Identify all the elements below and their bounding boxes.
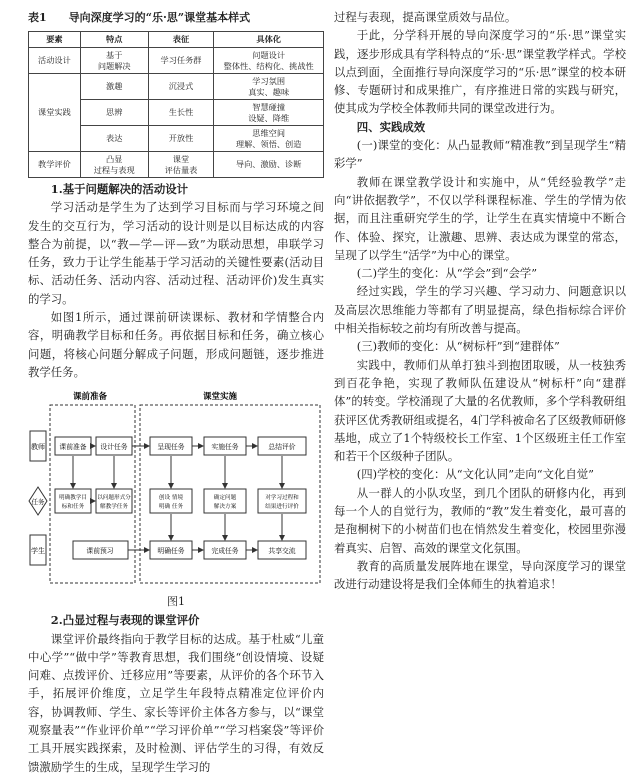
role-student: 学生 (31, 547, 45, 556)
table-row (29, 152, 324, 178)
table-cell: 课堂 评估量表 (148, 152, 214, 178)
table-cell: 问题设计 整体性、结构化、挑战性 (214, 48, 324, 74)
table-row (29, 48, 324, 74)
flow-step: 以问题形式分 (97, 495, 131, 502)
table-1 (28, 31, 324, 178)
table-cell: 基于 问题解决 (80, 48, 148, 74)
flow-step: 创设 情境 (158, 495, 184, 502)
table-cell: 教学评价 (29, 152, 81, 178)
role-teacher: 教师 (31, 443, 45, 452)
flow-step: 呈现任务 (157, 443, 185, 452)
flow-step: 完成任务 (211, 547, 239, 556)
subheading: (三)教师的变化：从“树标杆”到“建群体” (356, 339, 560, 354)
flow-step: 设计任务 (100, 443, 128, 452)
table-caption (28, 9, 324, 25)
table-header: 特点 (80, 32, 148, 48)
flow-step: 明确教学目 (59, 495, 87, 502)
table-cell: 激趣 (80, 74, 148, 100)
svg-text:解教学任务: 解教学任务 (100, 504, 128, 511)
table-cell: 思维空间 理解、领悟、创造 (214, 126, 324, 152)
table-cell: 课堂实践 (29, 74, 81, 152)
table-header-row (29, 32, 324, 48)
phase-label-prep: 课前准备 (72, 392, 108, 403)
paragraph: 过程与表现，提高课堂质效与品位。 (334, 10, 517, 24)
student-row (73, 514, 306, 559)
flow-step: 课前准备 (59, 443, 87, 452)
table-cell: 学习任务群 (148, 48, 214, 74)
table-title: 导向深度学习的“乐·思”课堂基本样式 (68, 11, 251, 24)
section-1-heading: 1.基于问题解决的活动设计 (50, 182, 188, 196)
table-cell: 生长性 (148, 100, 214, 126)
paragraph: 教师在课堂教学设计和实施中，从“凭经验教学”走向“讲依据教学”，不仅以学科课程标准、学生的学情为依据，而且注重研究学生的学，让学生在真实情境中不断合作、体验、探究，让激趣、思辨、表达成为课堂的常态，呈现了以学生“活学”为中心的课堂。 (334, 174, 626, 262)
paragraph: 教育的高质量发展阵地在课堂，导向深度学习的课堂改进行动建设将是我们全体师生的执着追求！ (334, 558, 626, 592)
flow-step: 总结评价 (268, 443, 296, 452)
paragraph: 经过实践，学生的学习兴趣、学习动力、问题意识以及高层次思维能力等都有了明显提高，绿色指标综合评价中相关指标较之前均有所改善与提高。 (334, 284, 626, 336)
table-header: 具体化 (214, 32, 324, 48)
paragraph: 如图1所示，通过课前研读课标、教材和学情整合内容，明确教学目标和任务。再依据目标和任务，确立核心问题，将核心问题分解成子问题，形成问题链，逐步推进教学任务。 (28, 310, 324, 379)
table-cell: 思辨 (80, 100, 148, 126)
table-cell: 凸显 过程与表现 (80, 152, 148, 178)
figure-1 (28, 385, 324, 587)
subheading: (四)学校的变化：从“文化认同”走向“文化自觉” (356, 467, 595, 482)
table-header: 表征 (148, 32, 214, 48)
flow-step: 对学习过程和 (265, 495, 299, 502)
table-number: 表1 (28, 11, 47, 24)
svg-text:解决方案: 解决方案 (213, 504, 237, 511)
table-cell: 导向、激励、诊断 (214, 152, 324, 178)
paragraph: 实践中，教师们从单打独斗到抱团取暖，从一枝独秀到百花争艳，实现了教师队伍建设从“树标杆”向“建群体”的转变。学校涌现了大量的名优教师，多个学科教研组获评区优秀教研组或提名，4门学科被命名了区级教师研修基地，成立了1个特级校长工作室、1个区级班主任工作室和若干个区级种子团队。 (334, 357, 627, 464)
task-row (55, 456, 306, 513)
table-cell: 活动设计 (29, 48, 81, 74)
svg-text:明确 任务: 明确 任务 (158, 504, 184, 511)
table-header: 要素 (29, 32, 81, 48)
paragraph: 学习活动是学生为了达到学习目标而与学习环境之间发生的交互行为，学习活动的设计则是以目标达成的内容整合为前提，以“教—学—评—致”为联动思想，串联学习任务，致力于让学生能基于学习活动的关键性要素(活动目标、活动任务、活动内容、活动过程、活动评价)发生真实的学习。 (28, 200, 324, 306)
svg-text:结果进行评价: 结果进行评价 (265, 504, 299, 511)
flow-step: 共享交流 (268, 547, 296, 556)
section-2-heading: 2.凸显过程与表现的课堂评价 (50, 613, 200, 628)
paragraph: 课堂评价最终指向于教学目标的达成。基于杜威“儿童中心学”“做中学”等教育思想，我们围绕“创设情境、设疑问难、点拨评价、迁移应用”等要素，从评价的各个环节入手，拓展评价维度，立足学生年段特点精准定位评价内容，协调教师、学生、家长等评价主体各方参与，以“课堂观察量表”“作业评价单”“学习评价单”“学习档案袋”等评价工具开展实践探索，及时检测、评估学生的习得，有效反馈激励学生的生成，呈现学生学习的 (28, 631, 324, 774)
flow-step: 课前预习 (86, 547, 114, 556)
right-column (334, 8, 626, 594)
table-row (29, 74, 324, 100)
svg-text:标和任务: 标和任务 (61, 504, 85, 511)
subheading: (一)课堂的变化：从凸显教师“精准教”到呈现学生“精彩学” (334, 138, 626, 171)
teacher-row (55, 437, 306, 455)
role-task: 任务 (31, 498, 45, 507)
subheading: (二)学生的变化：从“学会”到“会学” (356, 266, 538, 281)
phase-label-class: 课堂实施 (202, 392, 238, 403)
table-cell: 沉浸式 (148, 74, 214, 100)
paragraph: 从一群人的小队攻坚，到几个团队的研修内化，再到每一个人的自觉行为，教师的“教”发生着变化，最可喜的是孢桐树下的小树苗们也在悄然发生着变化，校园里弥漫着真实、启智、高效的课堂文化氛围。 (334, 485, 626, 555)
table-cell: 学习氛围 真实、趣味 (214, 74, 324, 100)
paragraph: 于此，分学科开展的导向深度学习的“乐·思”课堂实践，逐步形成具有学科特点的“乐·思”课堂教学样式。学校以点到面，全面推行导向深度学习的“乐·思”课堂的校本研修、专题研讨和成果推广，有序推进日常的实践与研究，使其成为学校全体教师共同的课堂改进行为。 (334, 28, 626, 116)
left-column (28, 8, 324, 776)
figure-caption: 图1 (167, 595, 185, 609)
table-body (29, 48, 324, 178)
section-4-heading: 四、实践成效 (356, 119, 426, 134)
table-cell: 表达 (80, 126, 148, 152)
table-cell: 开放性 (148, 126, 214, 152)
table-cell: 智慧碰撞 设疑、降维 (214, 100, 324, 126)
flow-step: 确定问题 (213, 495, 237, 502)
flow-step: 实施任务 (211, 443, 239, 452)
flow-step: 明确任务 (157, 547, 185, 556)
